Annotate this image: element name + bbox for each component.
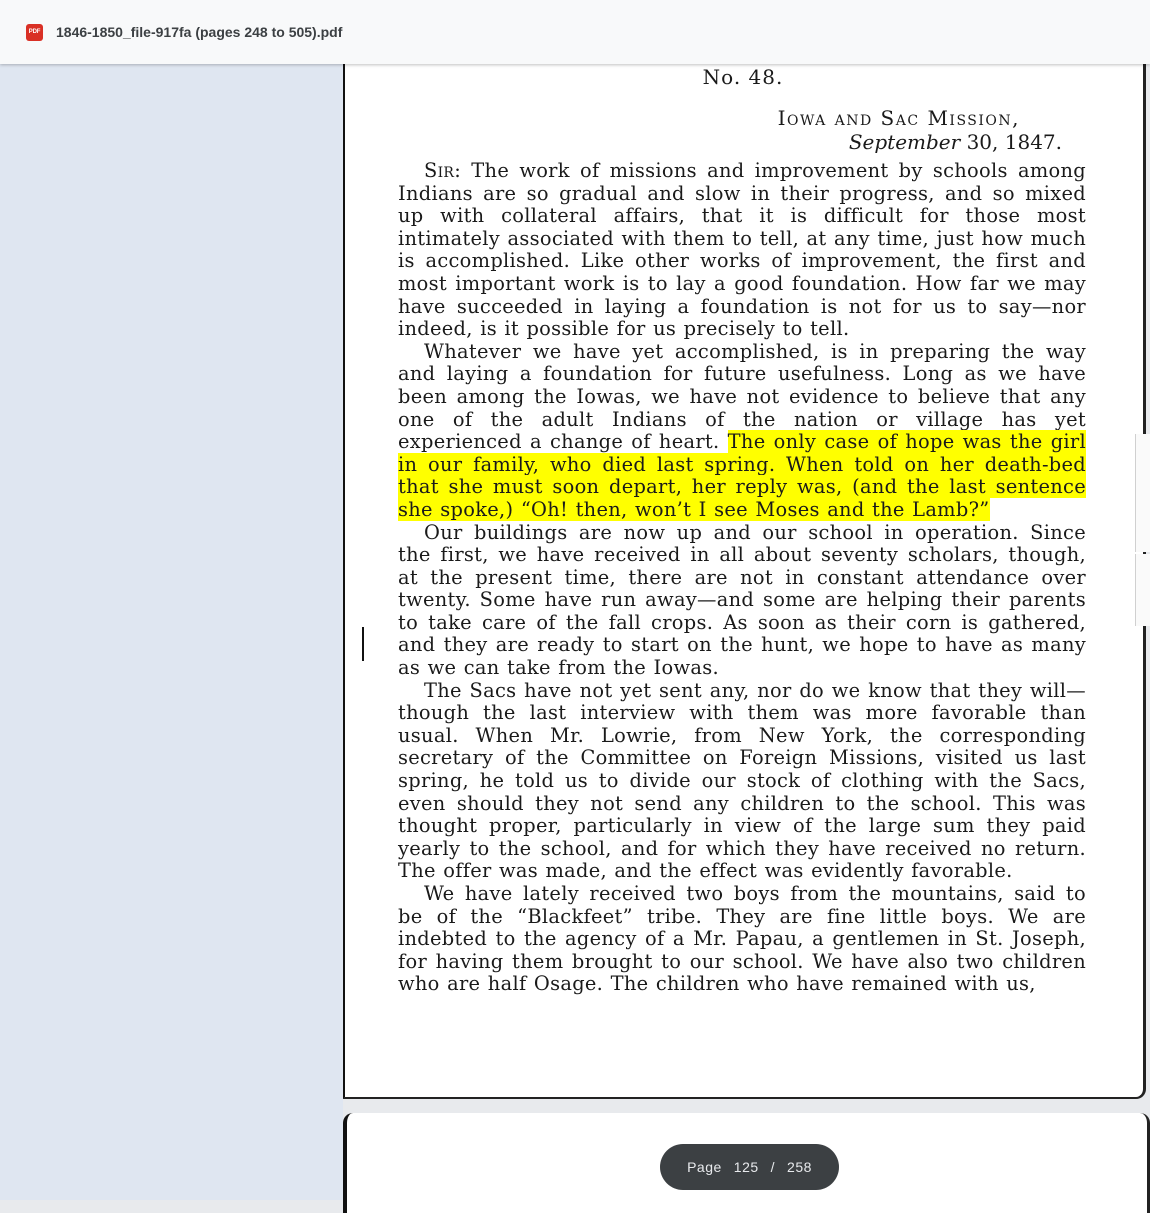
salutation: Sir <box>424 159 455 182</box>
page-separator: / <box>770 1159 776 1175</box>
pdf-page <box>343 64 1146 1099</box>
toolbar <box>0 0 1150 64</box>
highlighted-passage[interactable]: The only case of hope was the girl in our family, who died last spring. When told on her death-bed that she must soon depart, her reply was, (and the last sentence she spoke,) “Oh! then, won’t I see Moses and the Lamb?” <box>398 430 1086 521</box>
side-panel-tab-1[interactable] <box>1135 434 1150 552</box>
paragraph-3: Our buildings are now up and our school in operation. Since the first, we have received in all about seventy scholars, though, at the present time, there are not in constant attendance over twenty. Some have run away—and some are helping their parents to take care of the fall crops. As soon as their corn is gathered, and they are ready to start on the hunt, we hope to have as many as we can take from the Iowas. <box>398 520 1086 680</box>
page-text <box>398 64 1086 996</box>
total-pages: 258 <box>787 1159 812 1175</box>
paragraph-1-text: : The work of missions and improvement by schools among Indians are so gradual and slow in their progress, and so mixed up with collateral affairs, that it is difficult for those most intimately associated with them to tell, at any time, just how much is accomplished. Like other works of improvement, the first and most important work is to lay a good foundation. How far we may have succeeded in laying a foundation is not for us to say—nor indeed, is it possible for us precisely to tell. <box>398 159 1086 341</box>
thumbnail-sidebar[interactable] <box>0 64 343 1200</box>
paragraph-2-text: Whatever we have yet accomplished, is in preparing the way and laying a foundation for future usefulness. Long as we have been among the Iowas, we have not evidence to believe that any one of the adult Indians of the nation or village has yet experienced a change of heart. <box>398 339 1086 454</box>
letter-date <box>398 130 1086 154</box>
paragraph-4: The Sacs have not yet sent any, nor do we know that they will—though the last interview with them was more favorable than usual. When Mr. Lowrie, from New York, the corresponding secretary of the Committee on Foreign Missions, visited us last spring, he told us to divide our stock of clothing with the Sacs, even should they not send any children to the school. This was thought proper, particularly in view of the large sum they paid yearly to the school, and for which they have received no return. The offer was made, and the effect was evidently favorable. <box>398 678 1086 883</box>
date-day-year: 30, 1847. <box>966 130 1062 154</box>
paragraph-5: We have lately received two boys from the mountains, said to be of the “Blackfeet” tribe. They are fine little boys. We are indebted to the agency of a Mr. Papau, a gentlemen in St. Joseph, for having them brought to our school. We have also two children who are half Osage. The children who have remained with us, <box>398 882 1086 996</box>
pdf-file-icon: PDF <box>26 24 43 41</box>
current-page: 125 <box>733 1159 759 1175</box>
mission-heading: Iowa and Sac Mission, <box>777 106 1020 130</box>
paragraph-1 <box>398 160 1086 341</box>
side-panel-tab-2[interactable] <box>1135 554 1150 626</box>
paragraph-2 <box>398 341 1086 522</box>
file-title: 1846-1850_file-917fa (pages 248 to 505).pdf <box>56 24 343 40</box>
date-month: September <box>848 130 961 154</box>
page-indicator <box>660 1144 839 1190</box>
pdf-viewer[interactable] <box>343 64 1150 1200</box>
letter-number: No. 48. <box>702 65 784 89</box>
margin-mark <box>362 627 364 661</box>
page-label: Page <box>687 1159 722 1175</box>
